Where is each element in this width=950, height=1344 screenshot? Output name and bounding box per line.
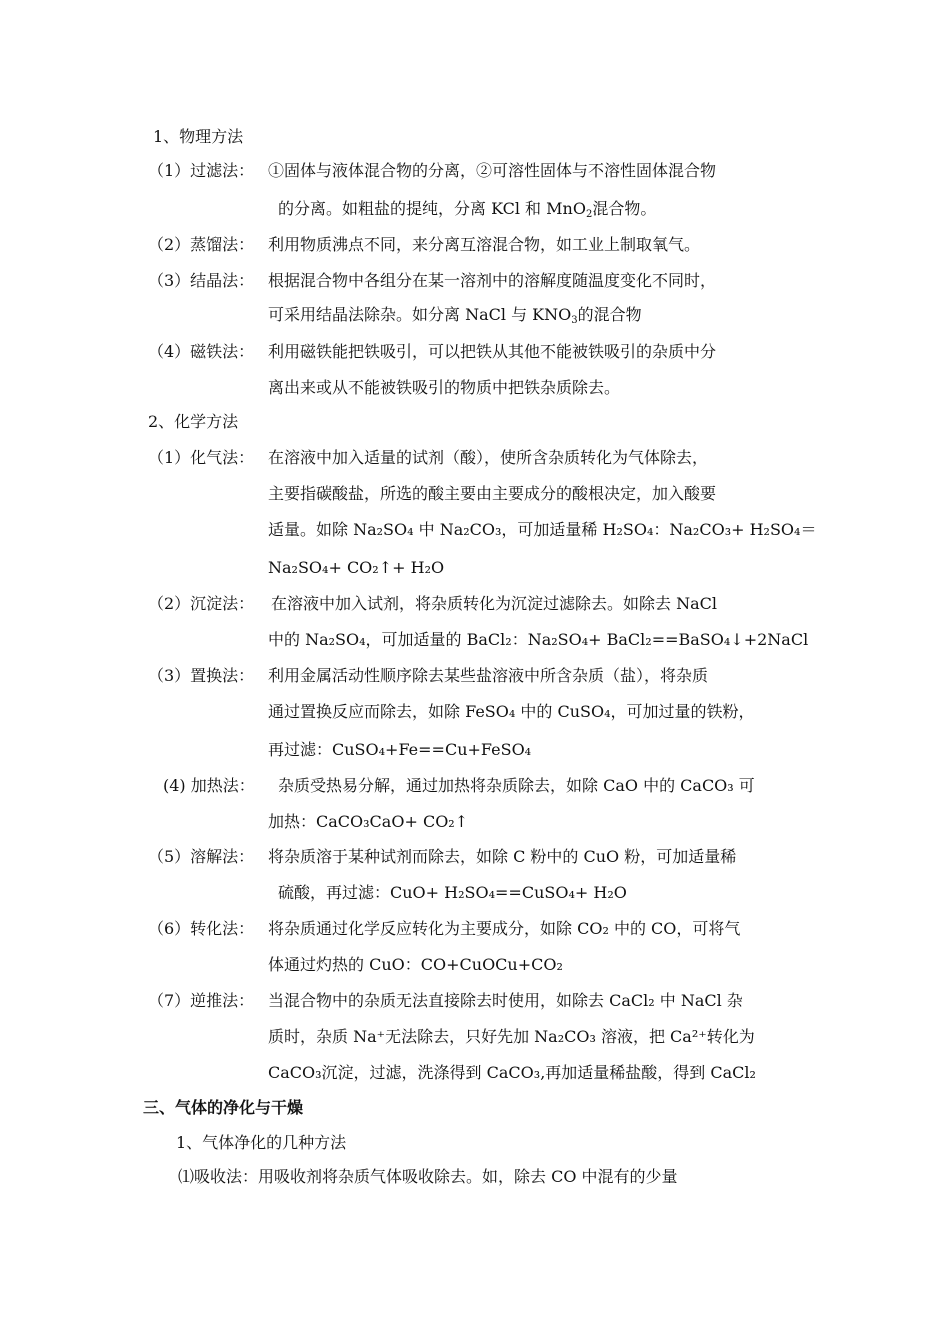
displacement-line-3: 再过滤：CuSO₄+Fe==Cu+FeSO₄ bbox=[268, 740, 532, 759]
filtration-line-2 bbox=[278, 197, 656, 221]
magnet-line-1: 利用磁铁能把铁吸引，可以把铁从其他不能被铁吸引的杂质中分 bbox=[268, 342, 717, 361]
heating-line-1: 杂质受热易分解，通过加热将杂质除去，如除 CaO 中的 CaCO₃ 可 bbox=[278, 776, 755, 795]
conversion-line-2: 体通过灼热的 CuO：CO+CuOCu+CO₂ bbox=[268, 955, 563, 974]
filtration-line-1: ①固体与液体混合物的分离，②可溶性固体与不溶性固体混合物 bbox=[268, 161, 717, 180]
gas-method-line-1: 在溶液中加入适量的试剂（酸），使所含杂质转化为气体除去， bbox=[268, 448, 709, 467]
magnet-line-2: 离出来或从不能被铁吸引的物质中把铁杂质除去。 bbox=[268, 378, 621, 397]
reverse-line-2: 质时，杂质 Na⁺无法除去，只好先加 Na₂CO₃ 溶液，把 Ca²⁺转化为 bbox=[268, 1027, 755, 1046]
gas-method-line-4: Na₂SO₄+ CO₂↑+ H₂O bbox=[268, 558, 445, 577]
distillation-line-1: 利用物质沸点不同，来分离互溶混合物，如工业上制取氧气。 bbox=[268, 235, 701, 254]
crystallization-label: （3）结晶法： bbox=[148, 271, 255, 290]
reverse-line-3: CaCO₃沉淀，过滤，洗涤得到 CaCO₃,再加适量稀盐酸，得到 CaCl₂ bbox=[268, 1063, 756, 1082]
gas-method-line-3: 适量。如除 Na₂SO₄ 中 Na₂CO₃，可加适量稀 H₂SO₄：Na₂CO₃+ H₂SO₄＝ bbox=[268, 520, 817, 539]
kno3-subscript: 3 bbox=[571, 315, 578, 326]
absorption-line-1: 用吸收剂将杂质气体吸收除去。如，除去 CO 中混有的少量 bbox=[258, 1167, 678, 1186]
gas-method-label: （1）化气法： bbox=[148, 448, 255, 467]
precipitation-label: （2）沉淀法： bbox=[148, 594, 255, 613]
filtration-line-2-text: 的分离。如粗盐的提纯，分离 KCl 和 MnO bbox=[278, 199, 586, 218]
gas-method-line-2: 主要指碳酸盐，所选的酸主要由主要成分的酸根决定，加入酸要 bbox=[268, 484, 717, 503]
filtration-label: （1）过滤法： bbox=[148, 161, 255, 180]
crystallization-line-2-text: 可采用结晶法除杂。如分离 NaCl 与 KNO bbox=[268, 305, 572, 324]
dissolution-line-2: 硫酸，再过滤：CuO+ H₂SO₄==CuSO₄+ H₂O bbox=[278, 883, 627, 902]
precipitation-line-1: 在溶液中加入试剂，将杂质转化为沉淀过滤除去。如除去 NaCl bbox=[271, 594, 717, 613]
distillation-label: （2）蒸馏法： bbox=[148, 235, 255, 254]
reverse-label: （7）逆推法： bbox=[148, 991, 255, 1010]
precipitation-line-2: 中的 Na₂SO₄，可加适量的 BaCl₂：Na₂SO₄+ BaCl₂==BaSO₄↓+2NaCl bbox=[268, 630, 809, 649]
crystallization-line-2-end: 的混合物 bbox=[577, 305, 642, 324]
magnet-label: （4）磁铁法： bbox=[148, 342, 255, 361]
chemical-methods-heading: 2、化学方法 bbox=[148, 412, 239, 431]
conversion-line-1: 将杂质通过化学反应转化为主要成分，如除 CO₂ 中的 CO，可将气 bbox=[268, 919, 741, 938]
dissolution-label: （5）溶解法： bbox=[148, 847, 255, 866]
displacement-line-2: 通过置换反应而除去，如除 FeSO₄ 中的 CuSO₄，可加过量的铁粉， bbox=[268, 702, 755, 721]
absorption-label: ⑴吸收法： bbox=[178, 1167, 259, 1186]
gas-purification-subheading: 1、气体净化的几种方法 bbox=[176, 1133, 347, 1152]
displacement-label: （3）置换法： bbox=[148, 666, 255, 685]
displacement-line-1: 利用金属活动性顺序除去某些盐溶液中所含杂质（盐），将杂质 bbox=[268, 666, 709, 685]
filtration-line-2-end: 混合物。 bbox=[592, 199, 657, 218]
physical-methods-heading: 1、物理方法 bbox=[153, 127, 244, 146]
crystallization-line-1: 根据混合物中各组分在某一溶剂中的溶解度随温度变化不同时， bbox=[268, 271, 717, 290]
conversion-label: （6）转化法： bbox=[148, 919, 255, 938]
section-3-heading: 三、气体的净化与干燥 bbox=[143, 1098, 304, 1117]
heating-line-2: 加热：CaCO₃CaO+ CO₂↑ bbox=[268, 812, 469, 831]
dissolution-line-1: 将杂质溶于某种试剂而除去，如除 C 粉中的 CuO 粉，可加适量稀 bbox=[268, 847, 737, 866]
crystallization-line-2 bbox=[268, 303, 642, 327]
heating-label: (4) 加热法： bbox=[163, 776, 255, 795]
mno2-subscript: 2 bbox=[585, 209, 593, 220]
reverse-line-1: 当混合物中的杂质无法直接除去时使用，如除去 CaCl₂ 中 NaCl 杂 bbox=[268, 991, 743, 1010]
